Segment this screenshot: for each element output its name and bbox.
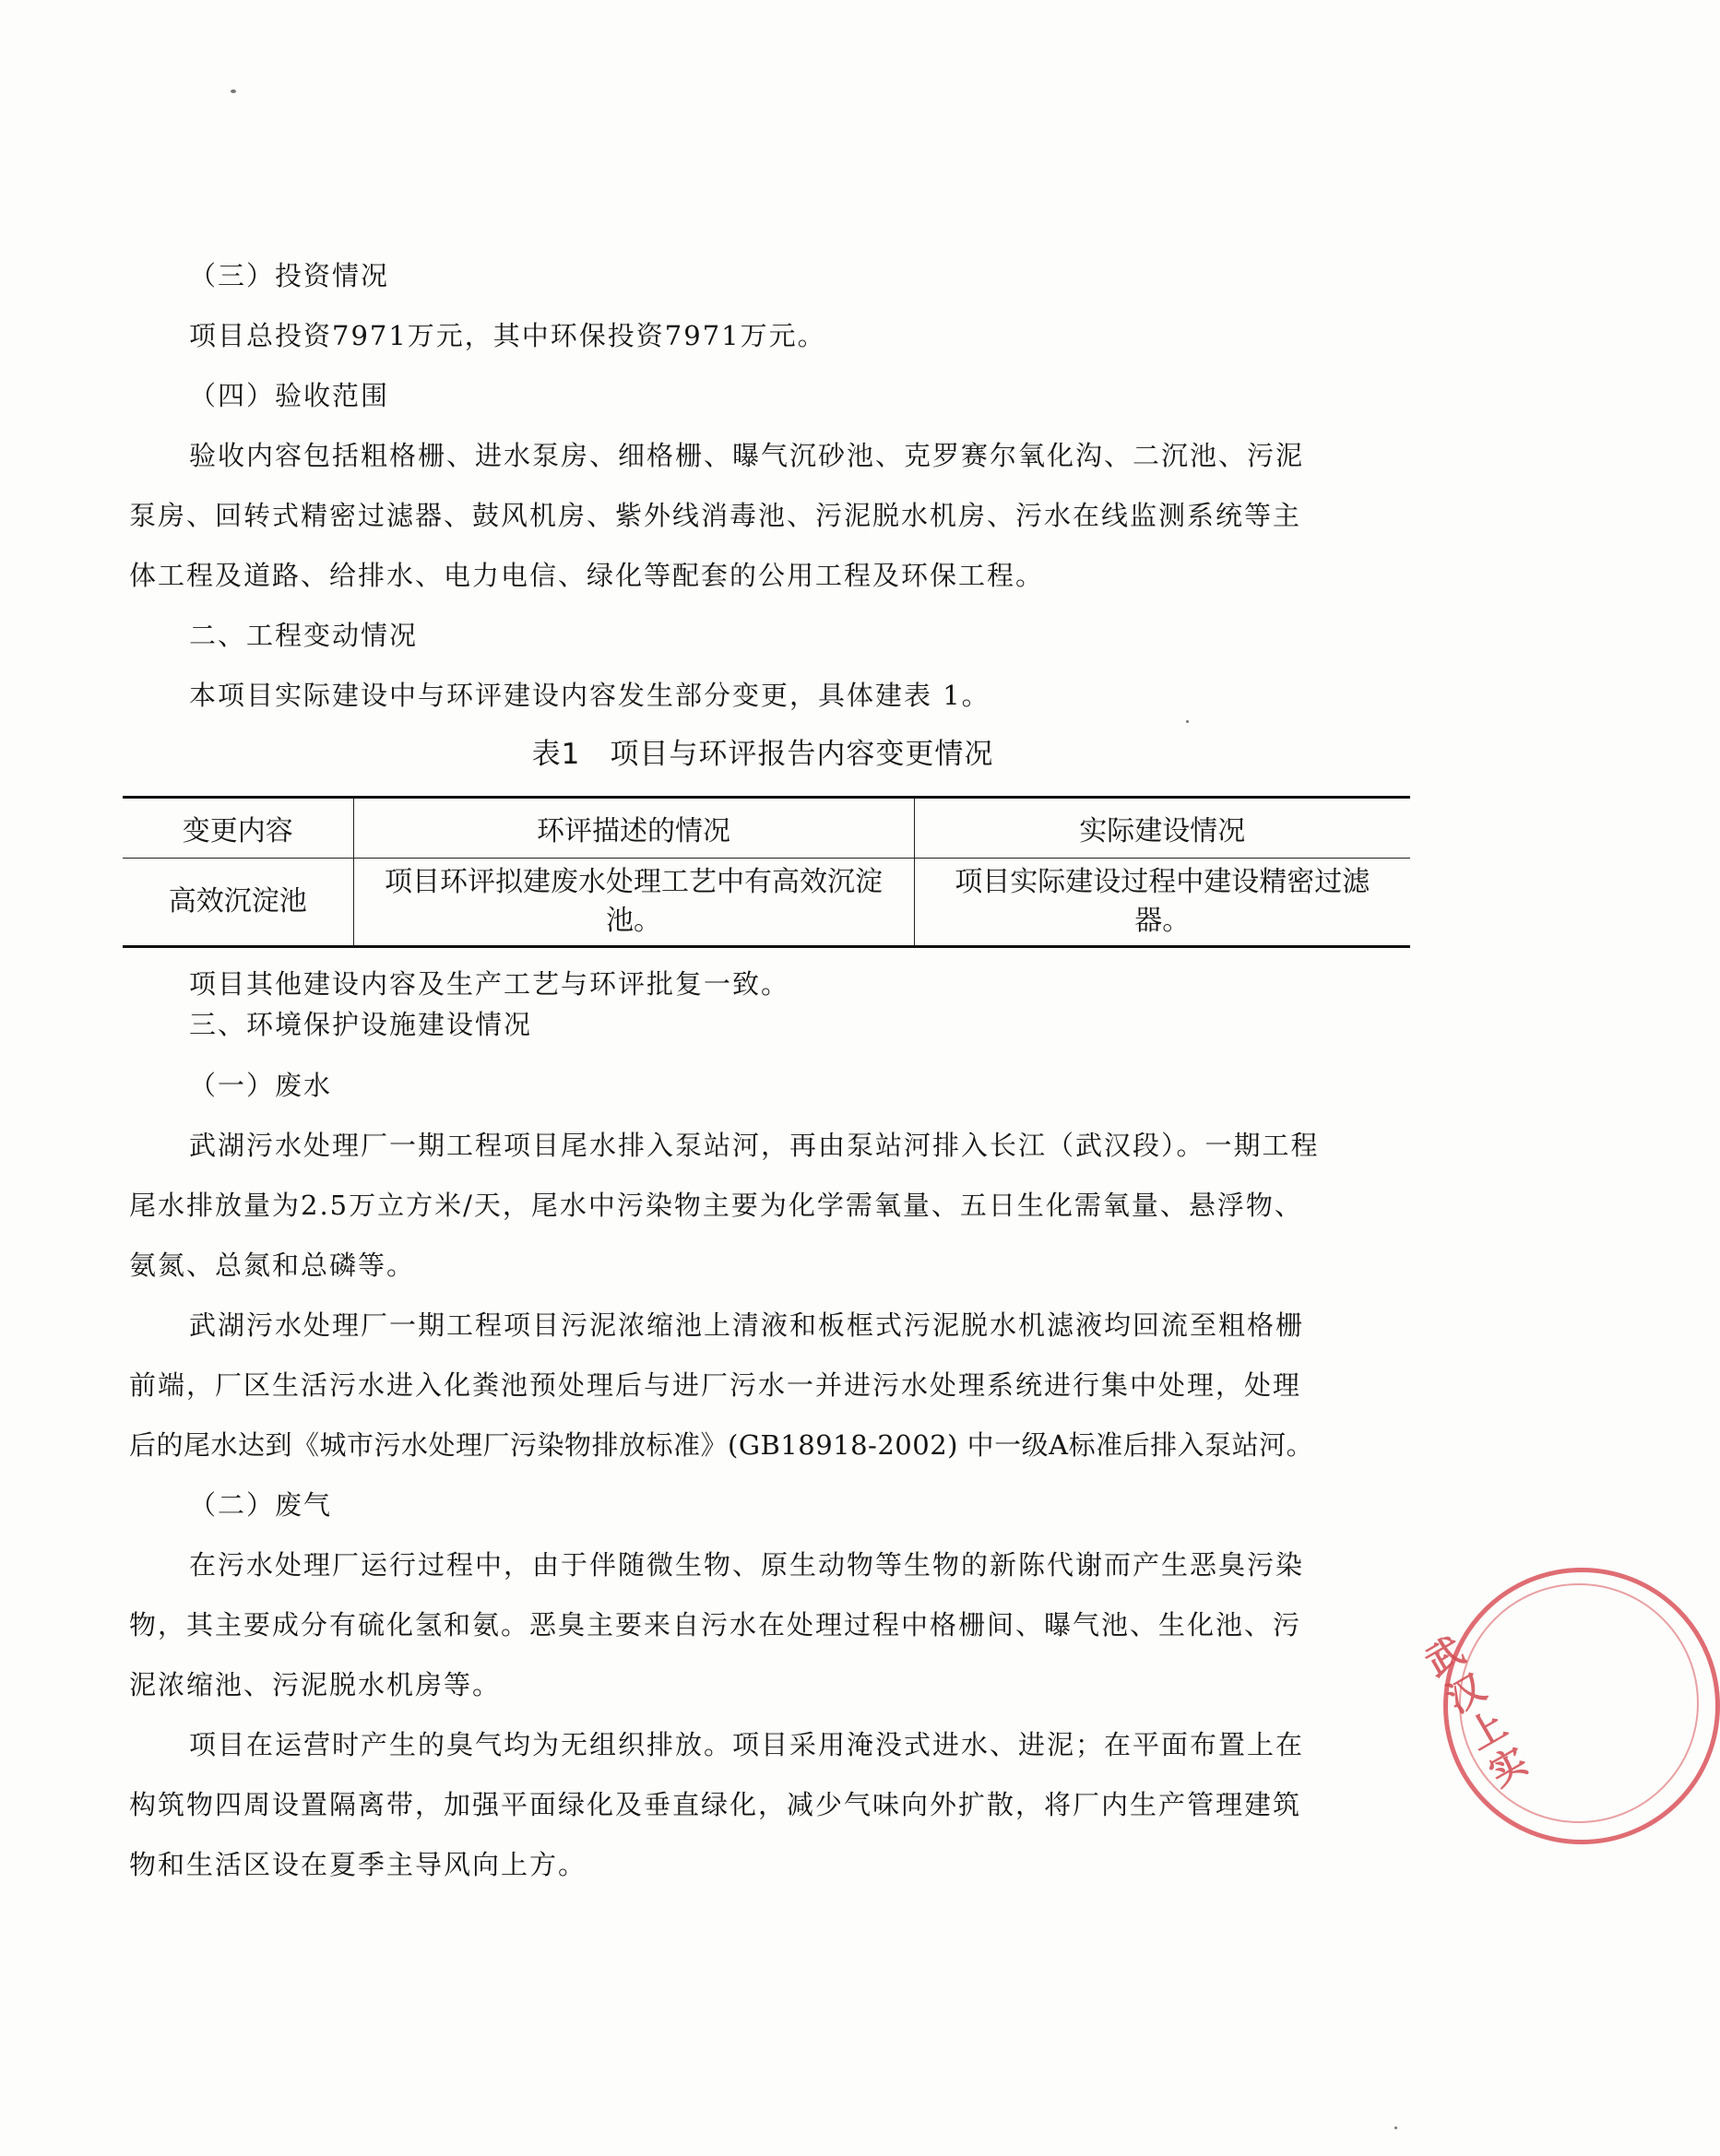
exhaust-text-line: 物和生活区设在夏季主导风向上方。 xyxy=(129,1849,587,1880)
table-header-cell: 变更内容 xyxy=(123,798,353,859)
wastewater-text-line: 后的尾水达到《城市污水处理厂污染物排放标准》(GB18918-2002) 中一级A标准后排入泵站河。 xyxy=(129,1429,1314,1461)
subsection-heading-wastewater: （一）废水 xyxy=(189,1070,333,1101)
exhaust-text-line: 构筑物四周设置隔离带，加强平面绿化及垂直绿化，减少气味向外扩散，将厂内生产管理建筑 xyxy=(129,1789,1302,1820)
wastewater-text-line: 尾水排放量为2.5万立方米/天，尾水中污染物主要为化学需氧量、五日生化需氧量、悬浮物、 xyxy=(129,1190,1303,1221)
exhaust-text-line: 泥浓缩池、污泥脱水机房等。 xyxy=(129,1669,502,1700)
exhaust-text-line: 在污水处理厂运行过程中，由于伴随微生物、原生动物等生物的新陈代谢而产生恶臭污染 xyxy=(189,1549,1305,1581)
wastewater-text-line: 武湖污水处理厂一期工程项目尾水排入泵站河，再由泵站河排入长江（武汉段）。一期工程 xyxy=(189,1130,1320,1161)
exhaust-text-line: 项目在运营时产生的臭气均为无组织排放。项目采用淹没式进水、进泥；在平面布置上在 xyxy=(189,1729,1305,1760)
table-cell: 项目实际建设过程中建设精密过滤器。 xyxy=(914,859,1410,947)
section-heading-acceptance-scope: （四）验收范围 xyxy=(189,380,390,411)
section-heading-investment: （三）投资情况 xyxy=(189,260,390,291)
acceptance-scope-line: 验收内容包括粗格栅、进水泵房、细格栅、曝气沉砂池、克罗赛尔氧化沟、二沉池、污泥 xyxy=(189,440,1305,471)
table-row xyxy=(123,859,1410,947)
wastewater-text-line: 武湖污水处理厂一期工程项目污泥浓缩池上清液和板框式污泥脱水机滤液均回流至粗格栅 xyxy=(189,1309,1305,1341)
subsection-heading-exhaust: （二）废气 xyxy=(189,1489,333,1521)
changes-text: 本项目实际建设中与环评建设内容发生部分变更，具体建表 1。 xyxy=(189,680,990,711)
wastewater-text-line: 氨氮、总氮和总磷等。 xyxy=(129,1250,416,1281)
change-table xyxy=(123,796,1410,948)
acceptance-scope-line: 泵房、回转式精密过滤器、鼓风机房、紫外线消毒池、污泥脱水机房、污水在线监测系统等主 xyxy=(129,500,1302,531)
scan-speck xyxy=(1394,2126,1397,2129)
red-seal-text: 武汉上实 xyxy=(1418,1629,1536,1795)
table-cell: 项目环评拟建废水处理工艺中有高效沉淀池。 xyxy=(353,859,914,947)
section-heading-env-protection: 三、环境保护设施建设情况 xyxy=(189,1009,533,1040)
acceptance-scope-line: 体工程及道路、给排水、电力电信、绿化等配套的公用工程及环保工程。 xyxy=(129,560,1045,591)
table-header-row xyxy=(123,798,1410,859)
exhaust-text-line: 物，其主要成分有硫化氢和氨。恶臭主要来自污水在处理过程中格栅间、曝气池、生化池、污 xyxy=(129,1609,1302,1641)
section-heading-changes: 二、工程变动情况 xyxy=(189,620,419,651)
table-header-cell: 实际建设情况 xyxy=(914,798,1410,859)
table-caption: 表1 项目与环评报告内容变更情况 xyxy=(531,738,994,771)
table-header-cell: 环评描述的情况 xyxy=(353,798,914,859)
wastewater-text-line: 前端，厂区生活污水进入化粪池预处理后与进厂污水一并进污水处理系统进行集中处理，处理 xyxy=(129,1369,1302,1401)
investment-text: 项目总投资7971万元，其中环保投资7971万元。 xyxy=(189,320,826,351)
after-table-text: 项目其他建设内容及生产工艺与环评批复一致。 xyxy=(189,968,790,1000)
table-cell: 高效沉淀池 xyxy=(123,859,353,947)
scan-speck xyxy=(231,89,236,93)
